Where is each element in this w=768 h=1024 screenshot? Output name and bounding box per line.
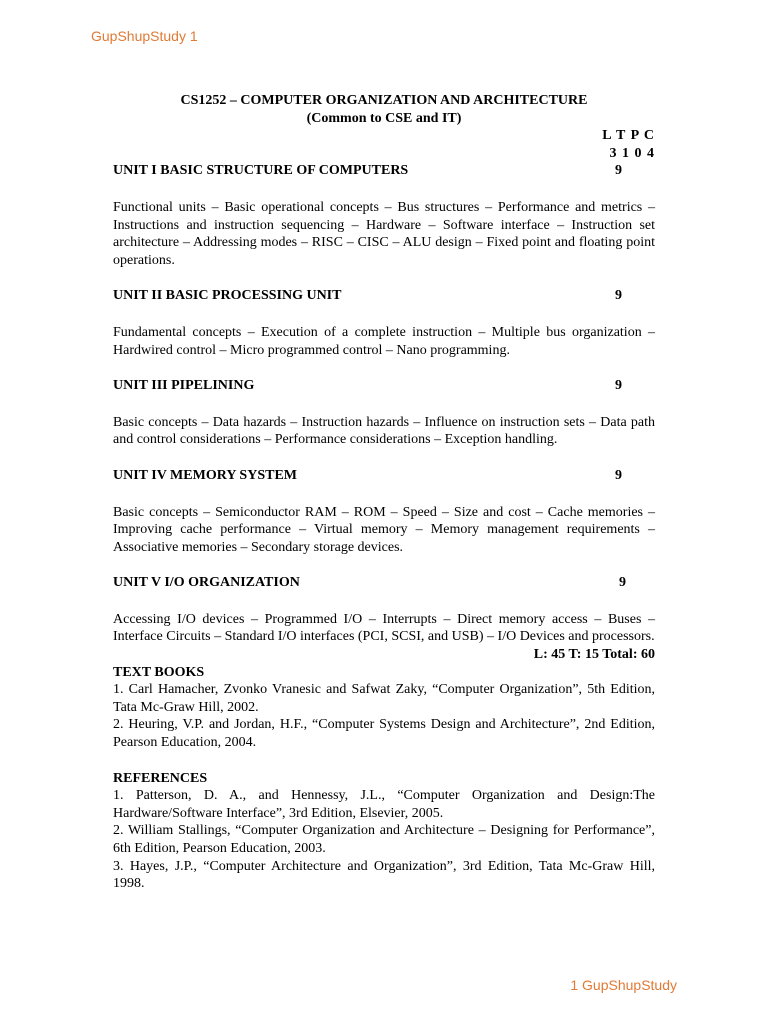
text-books-heading: TEXT BOOKS (113, 664, 205, 680)
unit-content: Basic concepts – Semiconductor RAM – ROM – Speed – Size and cost – Cache memories – Improving cache performance – Virtual memory – Memory management requirements – Associative memories – Secondary storage devices. (113, 504, 655, 555)
references-heading: REFERENCES (113, 770, 208, 786)
reference-item: 3. Hayes, J.P., “Computer Architecture and Organization”, 3rd Edition, Tata Mc-Graw Hill, 1998. (113, 858, 655, 892)
unit-heading (113, 467, 655, 485)
unit-content: Accessing I/O devices – Programmed I/O – Interrupts – Direct memory access – Buses – Interface Circuits – Standard I/O interfaces (PCI, SCSI, and USB) – I/O Devices and processors. (113, 611, 655, 645)
unit-title: UNIT I BASIC STRUCTURE OF COMPUTERS (113, 163, 409, 179)
unit-heading (113, 377, 655, 395)
unit-content: Functional units – Basic operational concepts – Bus structures – Performance and metrics – Instructions and instruction sequencing – Hardware – Software interface – Instruction set architecture – Addressing modes – RISC – CISC – ALU design – Fixed point and floating point operations. (113, 199, 655, 268)
unit-hours: 9 (619, 575, 626, 591)
text-book-item: 1. Carl Hamacher, Zvonko Vranesic and Safwat Zaky, “Computer Organization”, 5th Edition, Tata Mc-Graw Hill, 2002. (113, 682, 655, 715)
unit-heading (113, 287, 655, 305)
text-book-item: 2. Heuring, V.P. and Jordan, H.F., “Computer Systems Design and Architecture”, 2nd Edition, Pearson Education, 2004. (113, 717, 655, 751)
course-title: CS1252 – COMPUTER ORGANIZATION AND ARCHITECTURE (180, 93, 588, 108)
unit-hours: 9 (615, 163, 622, 179)
course-subtitle: (Common to CSE and IT) (306, 110, 462, 126)
header-watermark: GupShupStudy 1 (91, 28, 198, 44)
unit-heading (113, 162, 655, 180)
ltpc-values: 3 1 0 4 (609, 145, 655, 161)
unit-heading (113, 574, 655, 592)
unit-hours: 9 (615, 467, 622, 483)
unit-hours: 9 (615, 288, 622, 304)
unit-title: UNIT V I/O ORGANIZATION (113, 575, 300, 591)
ltpc-label: L T P C (602, 128, 655, 144)
total-hours: L: 45 T: 15 Total: 60 (533, 647, 655, 663)
unit-title: UNIT III PIPELINING (113, 378, 255, 394)
unit-hours: 9 (615, 378, 622, 394)
reference-item: 2. William Stallings, “Computer Organization and Architecture – Designing for Performance”, 6th Edition, Pearson Education, 2003. (113, 823, 655, 856)
unit-content: Basic concepts – Data hazards – Instruction hazards – Influence on instruction sets – Data path and control considerations – Performance considerations – Exception handling. (113, 414, 655, 448)
unit-content: Fundamental concepts – Execution of a complete instruction – Multiple bus organization – Hardwired control – Micro programmed control – Nano programming. (113, 324, 655, 358)
unit-title: UNIT IV MEMORY SYSTEM (113, 467, 297, 483)
unit-title: UNIT II BASIC PROCESSING UNIT (113, 288, 342, 304)
footer-watermark: 1 GupShupStudy (570, 977, 677, 993)
reference-item: 1. Patterson, D. A., and Hennessy, J.L., “Computer Organization and Design:The Hardware/Software Interface”, 3rd Edition, Elsevier, 2005. (113, 788, 655, 821)
syllabus-page (113, 92, 655, 893)
